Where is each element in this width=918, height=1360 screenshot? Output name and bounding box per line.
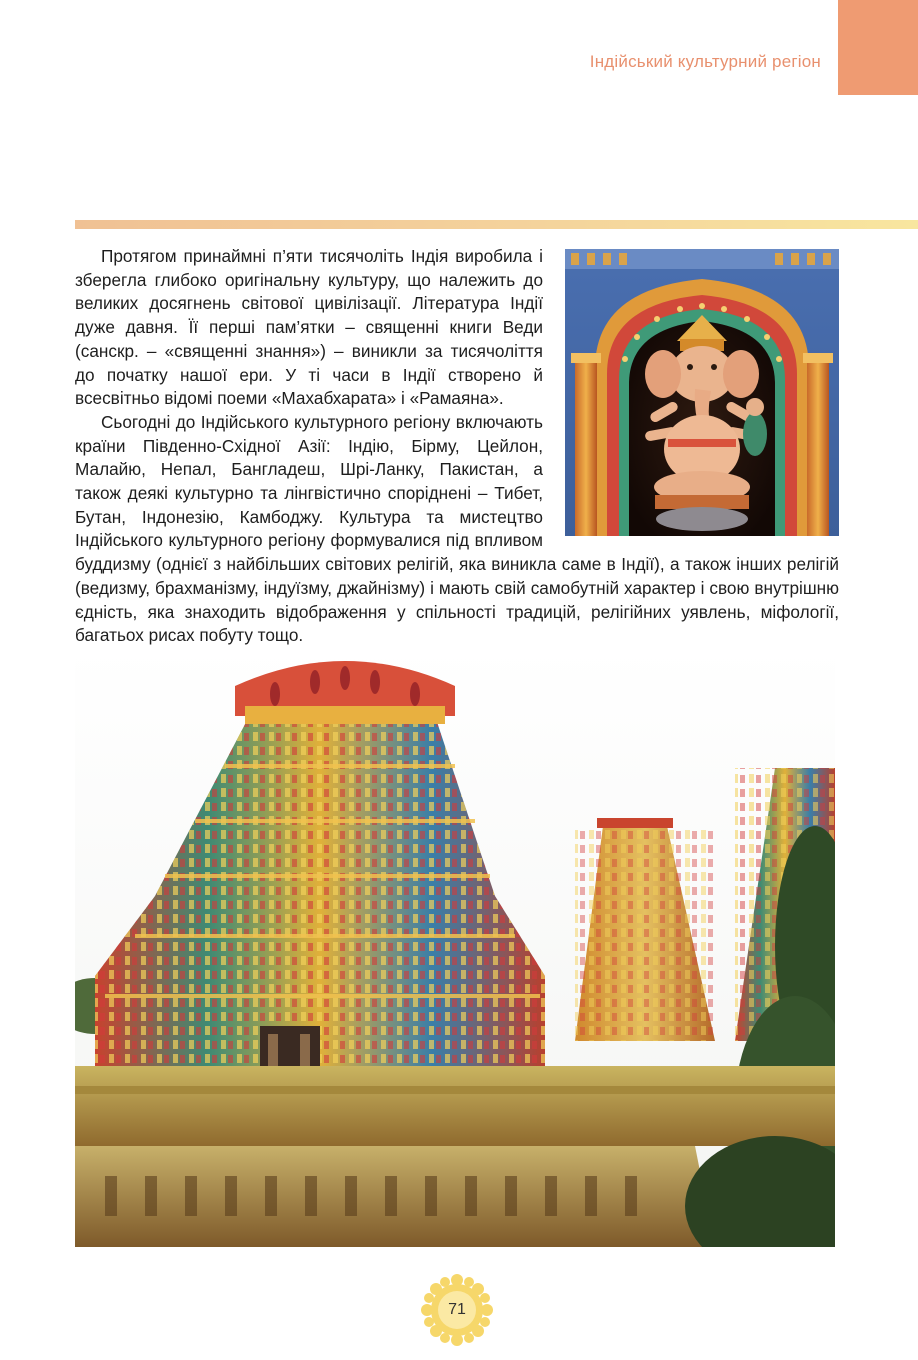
- header-divider: [75, 220, 918, 229]
- page-number-badge: [417, 1270, 497, 1350]
- page-number: 71: [448, 1301, 466, 1318]
- section-title: Індійський культурний регіон: [589, 52, 821, 71]
- paragraph-2: Сьогодні до Індійського культурного регіону включають країни Південно-Східної Азії: Індію, Бірму, Цейлон, Малайю, Непал, Бангладеш, Шрі-Ланку, Пакистан, а також деякі культурно та лінгвістично споріднені – Тибет, Бутан, Індонезію, Камбоджу. Культура та мистецтво Індійського культурного регіону формувалися під впливом буддизму (однієї з найбільших світових релігій, яка виникла саме в Індії), а також інших релігій (ведизму, брахманізму, індуїзму, джайнізму) і мають свій самобутній характер і свою внутрішню єдність, яка знаходить відображення у спільності традицій, релігійних уявлень, міфології, багатьох рисах побуту тощо.: [75, 411, 839, 646]
- ganesha-relief-image: [565, 249, 839, 536]
- corner-tab: [838, 0, 918, 95]
- body-text: [75, 245, 839, 648]
- paragraph-1: Протягом принаймні п’яти тисячоліть Індія виробила і зберегла глибоко оригінальну культуру, що належить до великих досягнень світової цивілізації. Література Індії дуже давня. Її перші пам’ятки – священні книги Веди (санскр. – «священні знання») – виникли за тисячоліття до початку нашої ери. У ті часи в Індії створено й всесвітньо відомі поеми «Махабхарата» і «Рамаяна».: [75, 246, 543, 409]
- temple-gopuram-image: [75, 646, 835, 1247]
